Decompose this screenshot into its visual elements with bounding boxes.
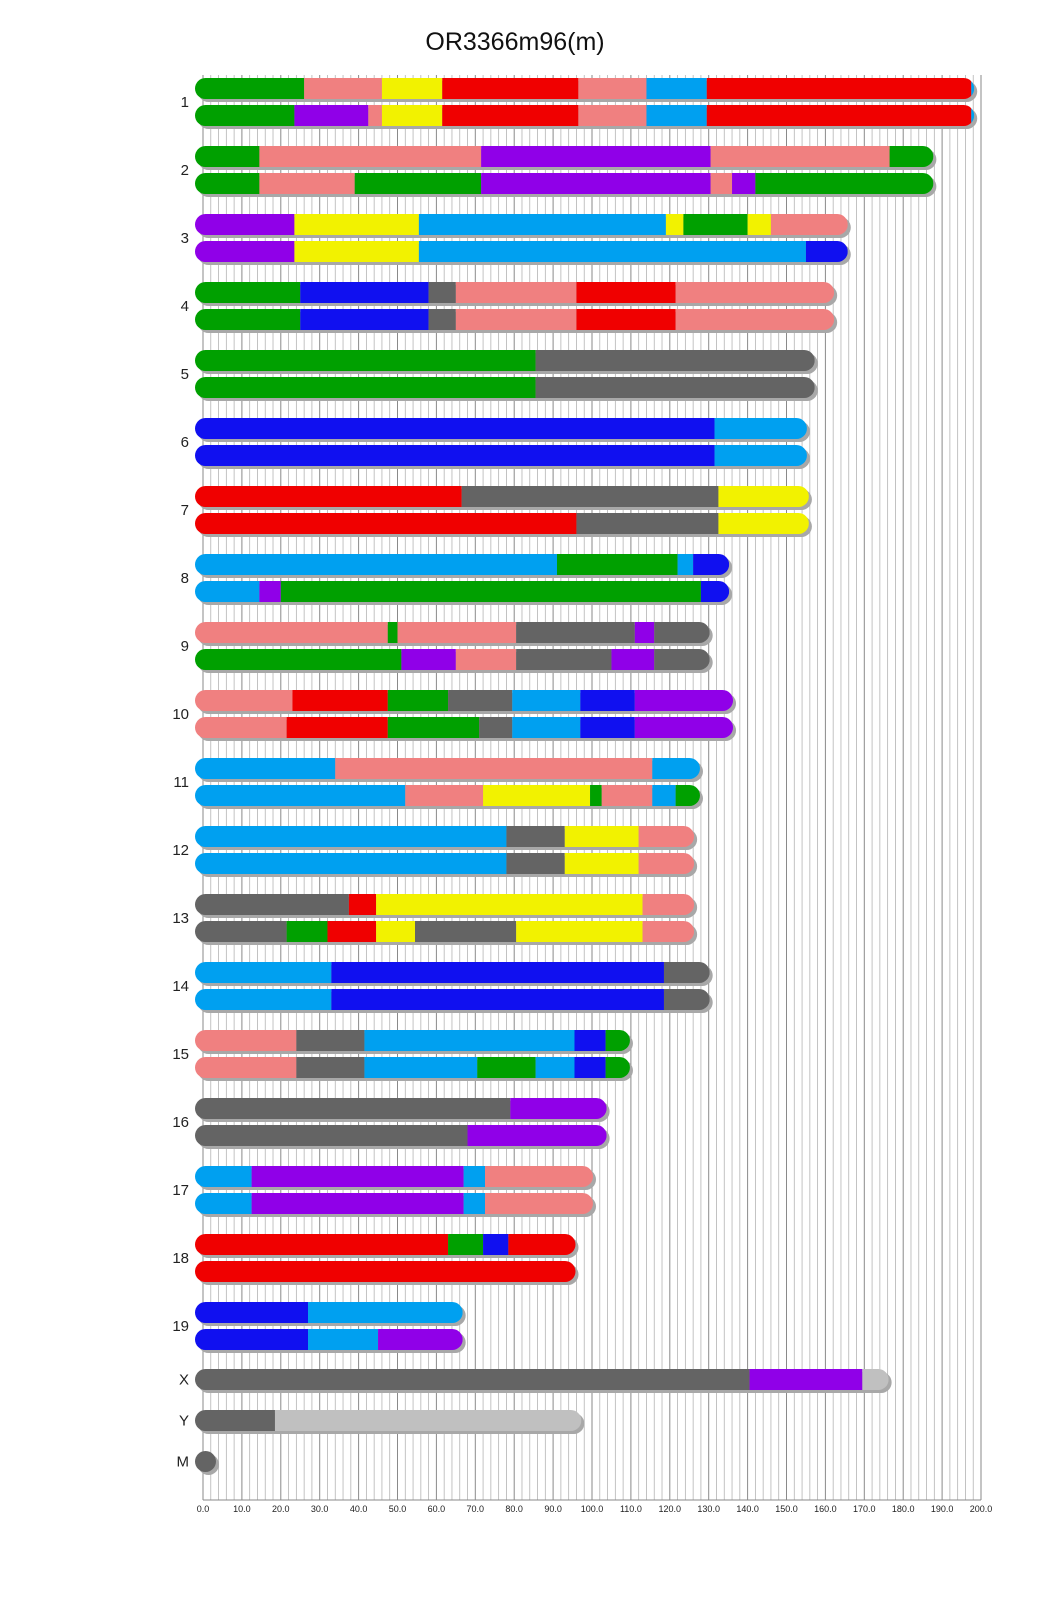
haplotype-segment xyxy=(195,1261,575,1282)
haplotype-segment xyxy=(643,894,695,915)
haplotype-bar xyxy=(195,445,810,469)
haplotype-segment xyxy=(862,1369,888,1390)
haplotype-segment xyxy=(565,853,639,874)
haplotype-segment xyxy=(195,1125,468,1146)
haplotype-segment xyxy=(442,78,578,99)
haplotype-bar xyxy=(195,513,812,537)
haplotype-segment xyxy=(195,241,294,262)
haplotype-bar xyxy=(195,1302,466,1326)
haplotype-segment xyxy=(806,241,848,262)
x-tick-label: 180.0 xyxy=(891,1504,915,1514)
haplotype-segment xyxy=(506,826,564,847)
x-tick-label: 40.0 xyxy=(349,1504,368,1514)
x-tick-label: 30.0 xyxy=(310,1504,329,1514)
chromosome-label: 10 xyxy=(172,706,189,723)
haplotype-bar xyxy=(195,785,703,809)
haplotype-segment xyxy=(195,785,405,806)
haplotype-segment xyxy=(259,581,280,602)
chromosome-label: 17 xyxy=(172,1182,189,1199)
haplotype-segment xyxy=(349,894,376,915)
chromosome-17 xyxy=(172,1166,596,1217)
haplotype-bar xyxy=(195,418,810,442)
haplotype-segment xyxy=(479,717,512,738)
haplotype-segment xyxy=(771,214,848,235)
haplotype-segment xyxy=(292,690,387,711)
haplotype-segment xyxy=(195,622,388,643)
chromosome-19 xyxy=(172,1302,465,1353)
haplotype-segment xyxy=(195,758,335,779)
haplotype-segment xyxy=(401,649,455,670)
chromosome-label: 2 xyxy=(180,162,189,179)
haplotype-segment xyxy=(405,785,483,806)
haplotype-bar xyxy=(195,581,732,605)
haplotype-bar xyxy=(195,1369,892,1393)
x-tick-label: 90.0 xyxy=(544,1504,562,1514)
haplotype-bar xyxy=(195,989,713,1013)
haplotype-segment xyxy=(195,581,259,602)
haplotype-segment xyxy=(574,1057,605,1078)
haplotype-bar xyxy=(195,690,736,714)
chromosome-Y xyxy=(179,1410,584,1434)
haplotype-segment xyxy=(477,1057,535,1078)
haplotype-segment xyxy=(195,921,287,942)
haplotype-segment xyxy=(364,1057,477,1078)
haplotype-segment xyxy=(711,173,732,194)
haplotype-segment xyxy=(195,78,304,99)
chromosome-11 xyxy=(173,758,703,809)
haplotype-segment xyxy=(654,649,709,670)
haplotype-bar xyxy=(195,1451,219,1475)
chromosome-14 xyxy=(172,962,712,1013)
haplotype-segment xyxy=(715,445,807,466)
haplotype-segment xyxy=(456,309,577,330)
chromosome-label: 16 xyxy=(172,1114,189,1131)
haplotype-segment xyxy=(510,1098,606,1119)
haplotype-segment xyxy=(483,785,590,806)
haplotype-bar xyxy=(195,1166,596,1190)
chromosome-10 xyxy=(172,690,736,741)
haplotype-segment xyxy=(635,622,654,643)
haplotype-segment xyxy=(294,105,368,126)
haplotype-segment xyxy=(415,921,516,942)
haplotype-segment xyxy=(578,78,646,99)
haplotype-segment xyxy=(195,418,715,439)
haplotype-segment xyxy=(652,758,700,779)
haplotype-segment xyxy=(611,649,654,670)
haplotype-segment xyxy=(576,282,675,303)
chromosome-M xyxy=(177,1451,220,1475)
haplotype-segment xyxy=(481,173,711,194)
haplotype-segment xyxy=(576,513,718,534)
haplotype-segment xyxy=(195,1410,275,1431)
haplotype-segment xyxy=(195,377,536,398)
haplotype-segment xyxy=(483,1234,508,1255)
haplotype-segment xyxy=(464,1193,485,1214)
haplotype-segment xyxy=(195,1451,216,1472)
haplotype-segment xyxy=(683,214,747,235)
haplotype-segment xyxy=(442,105,578,126)
chromosome-12 xyxy=(172,826,697,877)
chromosome-label: 4 xyxy=(180,298,189,315)
haplotype-segment xyxy=(195,1329,308,1350)
haplotype-segment xyxy=(378,1329,463,1350)
chromosome-label: 18 xyxy=(172,1250,189,1267)
haplotype-segment xyxy=(506,853,564,874)
haplotype-segment xyxy=(195,309,300,330)
chromosome-2 xyxy=(181,146,937,197)
haplotype-segment xyxy=(398,622,517,643)
haplotype-segment xyxy=(481,146,711,167)
haplotype-segment xyxy=(195,826,506,847)
haplotype-segment xyxy=(646,78,706,99)
haplotype-segment xyxy=(643,921,695,942)
haplotype-segment xyxy=(195,1234,448,1255)
haplotype-segment xyxy=(419,214,666,235)
haplotype-bar xyxy=(195,1125,610,1149)
x-tick-label: 10.0 xyxy=(233,1504,251,1514)
chromosome-1 xyxy=(181,78,978,129)
chromosome-label: 8 xyxy=(180,570,189,587)
haplotype-segment xyxy=(281,581,701,602)
haplotype-segment xyxy=(718,486,808,507)
haplotype-segment xyxy=(732,173,755,194)
chromosome-18 xyxy=(172,1234,578,1285)
haplotype-segment xyxy=(308,1329,378,1350)
haplotype-segment xyxy=(195,894,349,915)
chromosome-label: M xyxy=(176,1453,189,1471)
haplotype-segment xyxy=(606,1030,630,1051)
haplotype-segment xyxy=(259,146,481,167)
haplotype-segment xyxy=(275,1410,581,1431)
haplotype-segment xyxy=(195,554,557,575)
haplotype-bar xyxy=(195,826,697,850)
haplotype-segment xyxy=(195,1057,296,1078)
x-tick-label: 190.0 xyxy=(930,1504,954,1514)
haplotype-segment xyxy=(536,350,815,371)
chromosome-label: Y xyxy=(178,1412,189,1430)
chromosome-label: 12 xyxy=(172,842,189,859)
haplotype-segment xyxy=(639,826,694,847)
haplotype-segment xyxy=(195,1166,252,1187)
chromosome-5 xyxy=(181,350,818,401)
haplotype-bar xyxy=(195,282,837,306)
x-tick-label: 130.0 xyxy=(697,1504,720,1514)
haplotype-segment xyxy=(388,717,479,738)
haplotype-segment xyxy=(485,1193,593,1214)
haplotype-segment xyxy=(429,309,456,330)
haplotype-bar xyxy=(195,350,818,374)
haplotype-segment xyxy=(676,282,835,303)
haplotype-segment xyxy=(287,921,328,942)
haplotype-segment xyxy=(195,445,715,466)
haplotype-bar xyxy=(195,1261,578,1285)
haplotype-segment xyxy=(711,146,890,167)
haplotype-segment xyxy=(516,622,635,643)
haplotype-segment xyxy=(364,1030,574,1051)
haplotype-segment xyxy=(676,309,835,330)
haplotype-segment xyxy=(707,78,972,99)
chart-title: OR3366m96(m) xyxy=(425,28,605,56)
haplotype-segment xyxy=(639,853,694,874)
haplotype-bar xyxy=(195,853,697,877)
x-tick-label: 20.0 xyxy=(272,1504,290,1514)
haplotype-segment xyxy=(748,214,771,235)
haplotype-segment xyxy=(195,513,576,534)
haplotype-bar xyxy=(195,486,812,510)
haplotype-segment xyxy=(652,785,675,806)
x-tick-label: 60.0 xyxy=(427,1504,446,1514)
haplotype-segment xyxy=(516,921,642,942)
haplotype-segment xyxy=(580,690,634,711)
haplotype-segment xyxy=(508,1234,575,1255)
x-tick-label: 70.0 xyxy=(466,1504,485,1514)
haplotype-segment xyxy=(664,962,710,983)
haplotype-segment xyxy=(448,690,512,711)
haplotype-segment xyxy=(355,173,481,194)
haplotype-segment xyxy=(718,513,808,534)
haplotype-segment xyxy=(701,581,729,602)
haplotype-segment xyxy=(388,690,448,711)
haplotype-segment xyxy=(195,717,287,738)
haplotype-segment xyxy=(462,486,719,507)
chromosome-label: 15 xyxy=(172,1046,189,1063)
haplotype-segment xyxy=(327,921,376,942)
haplotype-segment xyxy=(195,1030,296,1051)
haplotype-bar xyxy=(195,1329,466,1353)
haplotype-bar xyxy=(195,309,837,333)
haplotype-bar xyxy=(195,717,736,741)
haplotype-bar xyxy=(195,962,713,986)
haplotype-segment xyxy=(419,241,806,262)
haplotype-bar xyxy=(195,241,851,265)
haplotype-segment xyxy=(574,1030,605,1051)
haplotype-segment xyxy=(468,1125,607,1146)
haplotype-segment xyxy=(331,962,664,983)
haplotype-segment xyxy=(578,105,646,126)
x-tick-label: 80.0 xyxy=(505,1504,523,1514)
haplotype-segment xyxy=(195,146,259,167)
haplotype-segment xyxy=(376,921,415,942)
haplotype-bar xyxy=(195,1234,578,1258)
chromosome-label: 3 xyxy=(180,230,189,247)
haplotype-segment xyxy=(195,173,259,194)
haplotype-segment xyxy=(335,758,652,779)
x-tick-label: 0.0 xyxy=(196,1504,210,1514)
haplotype-segment xyxy=(195,690,292,711)
haplotype-segment xyxy=(382,78,442,99)
haplotype-segment xyxy=(195,105,294,126)
chromosome-7 xyxy=(181,486,812,537)
haplotype-bar xyxy=(195,377,818,401)
chromosome-label: 1 xyxy=(180,94,189,111)
haplotype-segment xyxy=(195,853,506,874)
haplotype-segment xyxy=(368,105,382,126)
haplotype-segment xyxy=(666,214,684,235)
haplotype-segment xyxy=(565,826,639,847)
x-tick-label: 50.0 xyxy=(388,1504,407,1514)
chromosome-label: X xyxy=(178,1371,189,1389)
haplotype-segment xyxy=(557,554,678,575)
haplotype-segment xyxy=(635,717,733,738)
x-tick-label: 140.0 xyxy=(736,1504,759,1514)
haplotype-segment xyxy=(654,622,709,643)
haplotype-segment xyxy=(304,78,382,99)
chromosome-label: 11 xyxy=(173,774,189,791)
haplotype-segment xyxy=(195,1098,510,1119)
haplotype-bar xyxy=(195,1030,633,1054)
haplotype-bar xyxy=(195,1410,584,1434)
haplotype-segment xyxy=(536,1057,575,1078)
haplotype-segment xyxy=(195,486,462,507)
haplotype-segment xyxy=(300,282,428,303)
haplotype-segment xyxy=(664,989,710,1010)
haplotype-segment xyxy=(536,377,815,398)
chromosome-label: 6 xyxy=(180,434,189,451)
haplotype-bar xyxy=(195,1098,610,1122)
chromosome-label: 13 xyxy=(172,910,189,927)
haplotype-segment xyxy=(195,989,331,1010)
haplotype-segment xyxy=(300,309,428,330)
haplotype-segment xyxy=(287,717,388,738)
haplotype-segment xyxy=(195,214,294,235)
haplotype-segment xyxy=(606,1057,630,1078)
chromosome-label: 14 xyxy=(172,978,189,995)
haplotype-segment xyxy=(590,785,602,806)
haplotype-segment xyxy=(294,214,418,235)
haplotype-segment xyxy=(678,554,694,575)
haplotype-segment xyxy=(512,690,580,711)
haplotype-segment xyxy=(195,1369,750,1390)
x-tick-label: 160.0 xyxy=(814,1504,837,1514)
haplotype-segment xyxy=(693,554,729,575)
haplotype-bar xyxy=(195,78,977,102)
chromosome-label: 7 xyxy=(180,502,189,519)
haplotype-segment xyxy=(715,418,807,439)
x-tick-label: 100.0 xyxy=(580,1504,604,1514)
haplotype-segment xyxy=(707,105,972,126)
chromosome-8 xyxy=(181,554,732,605)
haplotype-segment xyxy=(448,1234,483,1255)
haplotype-segment xyxy=(635,690,733,711)
haplotype-segment xyxy=(376,894,642,915)
haplotype-segment xyxy=(750,1369,863,1390)
x-tick-label: 170.0 xyxy=(853,1504,876,1514)
chromosome-9 xyxy=(181,622,713,673)
chromosome-4 xyxy=(181,282,838,333)
haplotype-bar xyxy=(195,554,732,578)
x-axis xyxy=(197,1500,993,1514)
chromosome-13 xyxy=(172,894,697,945)
haplotype-segment xyxy=(512,717,580,738)
haplotype-bar xyxy=(195,622,713,646)
haplotype-segment xyxy=(331,989,664,1010)
haplotype-bar xyxy=(195,649,713,673)
haplotype-bar xyxy=(195,105,977,129)
haplotype-segment xyxy=(252,1193,464,1214)
haplotype-segment xyxy=(195,962,331,983)
chromosome-label: 19 xyxy=(172,1318,189,1335)
haplotype-segment xyxy=(195,1302,308,1323)
chromosome-label: 5 xyxy=(180,366,189,383)
haplotype-segment xyxy=(195,1193,252,1214)
haplotype-segment xyxy=(382,105,442,126)
haplotype-segment xyxy=(296,1030,364,1051)
haplotype-segment xyxy=(755,173,933,194)
haplotype-bar xyxy=(195,894,697,918)
haplotype-segment xyxy=(259,173,354,194)
haplotype-segment xyxy=(294,241,418,262)
haplotype-segment xyxy=(456,282,577,303)
x-tick-label: 200.0 xyxy=(969,1504,993,1514)
haplotype-segment xyxy=(296,1057,364,1078)
haplotype-segment xyxy=(464,1166,485,1187)
x-tick-label: 120.0 xyxy=(658,1504,682,1514)
x-tick-label: 150.0 xyxy=(775,1504,798,1514)
haplotype-segment xyxy=(456,649,516,670)
chromosome-6 xyxy=(181,418,810,469)
haplotype-segment xyxy=(429,282,456,303)
haplotype-bar xyxy=(195,214,851,238)
haplotype-segment xyxy=(890,146,934,167)
haplotype-bar xyxy=(195,173,936,197)
haplotype-segment xyxy=(576,309,675,330)
haplotype-bar xyxy=(195,921,697,945)
haplotype-segment xyxy=(195,350,536,371)
haplotype-segment xyxy=(388,622,398,643)
x-tick-label: 110.0 xyxy=(619,1504,642,1514)
haplotype-segment xyxy=(580,717,634,738)
haplotype-segment xyxy=(646,105,706,126)
chromosome-label: 9 xyxy=(180,638,189,655)
haplotype-segment xyxy=(308,1302,463,1323)
haplotype-segment xyxy=(252,1166,464,1187)
haplotype-segment xyxy=(195,649,401,670)
haplotype-segment xyxy=(195,282,300,303)
haplotype-segment xyxy=(676,785,700,806)
haplotype-bar xyxy=(195,758,703,782)
haplotype-segment xyxy=(516,649,611,670)
haplotype-bar xyxy=(195,1193,596,1217)
haplotype-segment xyxy=(485,1166,593,1187)
chromosome-X xyxy=(179,1369,892,1393)
haplotype-segment xyxy=(602,785,653,806)
haplotype-bar xyxy=(195,146,936,170)
chromosome-16 xyxy=(172,1098,609,1149)
haplotype-bar xyxy=(195,1057,633,1081)
